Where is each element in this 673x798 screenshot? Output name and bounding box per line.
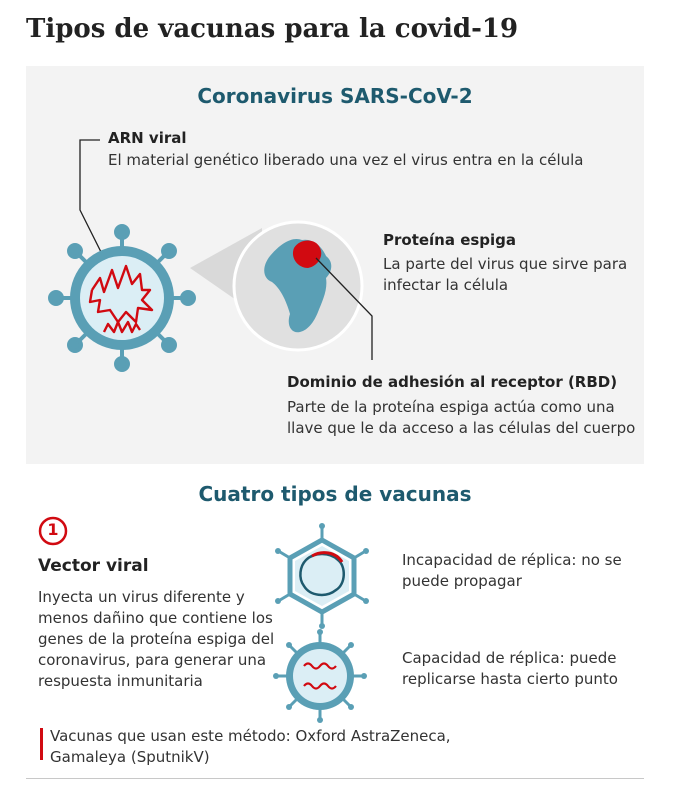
spike-title: Proteína espiga <box>383 231 517 249</box>
page-title: Tipos de vacunas para la covid-19 <box>26 14 519 44</box>
vaccines-using-text: Vacunas que usan este método: Oxford AstraZeneca, Gamaleya (SputnikV) <box>50 727 451 766</box>
vaccines-heading: Cuatro tipos de vacunas <box>198 482 472 506</box>
red-accent-bar <box>40 728 43 760</box>
arn-text: El material genético liberado una vez el virus entra en la célula <box>108 151 584 169</box>
vaccine-type-title: Vector viral <box>38 556 149 576</box>
virus-heading: Coronavirus SARS-CoV-2 <box>197 84 473 108</box>
arn-title: ARN viral <box>108 129 187 147</box>
bottom-divider <box>26 778 644 779</box>
rbd-text: Parte de la proteína espiga actúa como una llave que le da acceso a las células del cuerpo <box>287 398 636 437</box>
no-replica-text: Incapacidad de réplica: no se puede propagar <box>402 551 622 590</box>
spike-text: La parte del virus que sirve para infectar la célula <box>383 255 628 294</box>
number-badge-label: 1 <box>47 520 59 539</box>
vaccine-description: Inyecta un virus diferente y menos dañino que contiene los genes de la proteína espiga del coronavirus, para generar una respuesta inmunitaria <box>38 588 275 690</box>
replica-text: Capacidad de réplica: puede replicarse hasta cierto punto <box>402 649 618 688</box>
rbd-title: Dominio de adhesión al receptor (RBD) <box>287 373 618 391</box>
